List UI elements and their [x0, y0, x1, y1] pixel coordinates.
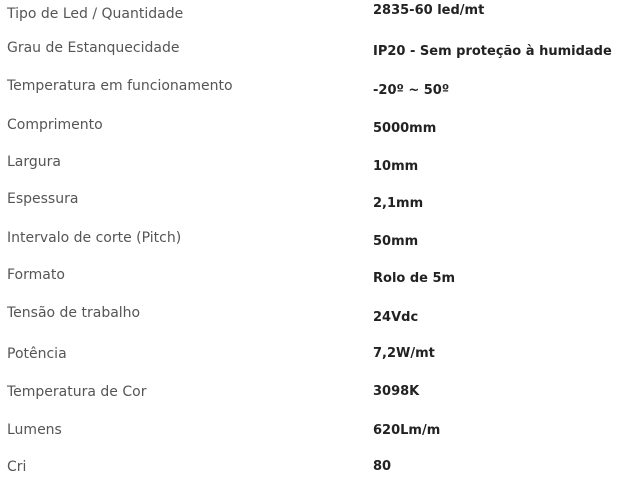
- spec-row: [0, 76, 640, 106]
- spec-row: [0, 383, 640, 413]
- spec-label: Espessura: [7, 191, 79, 207]
- spec-row: [0, 304, 640, 334]
- spec-value: Rolo de 5m: [373, 271, 456, 286]
- spec-label: Cri: [7, 459, 27, 475]
- spec-value: 620Lm/m: [373, 423, 441, 438]
- spec-value: 7,2W/mt: [373, 346, 435, 361]
- spec-row: [0, 228, 640, 258]
- spec-label: Potência: [7, 346, 67, 362]
- spec-value: 50mm: [373, 234, 419, 249]
- spec-row: [0, 114, 640, 144]
- spec-value: 5000mm: [373, 121, 437, 136]
- spec-label: Temperatura de Cor: [7, 384, 147, 400]
- spec-label: Intervalo de corte (Pitch): [7, 230, 182, 246]
- spec-value: IP20 - Sem proteção à humidade: [373, 44, 612, 59]
- spec-value: 24Vdc: [373, 310, 419, 325]
- spec-row: [0, 345, 640, 375]
- spec-label: Comprimento: [7, 117, 103, 133]
- spec-label: Largura: [7, 154, 61, 170]
- spec-row: [0, 0, 640, 30]
- spec-value: 3098K: [373, 384, 420, 399]
- spec-label: Temperatura em funcionamento: [7, 78, 233, 94]
- spec-label: Formato: [7, 267, 65, 283]
- spec-label: Tipo de Led / Quantidade: [7, 6, 184, 22]
- spec-row: [0, 38, 640, 68]
- spec-row: [0, 266, 640, 296]
- spec-row: [0, 152, 640, 182]
- spec-label: Tensão de trabalho: [7, 305, 141, 321]
- spec-row: [0, 457, 640, 487]
- spec-value: -20º ~ 50º: [373, 83, 450, 98]
- spec-row: [0, 190, 640, 220]
- spec-row: [0, 421, 640, 451]
- spec-label: Lumens: [7, 422, 62, 438]
- spec-value: 2835-60 led/mt: [373, 3, 485, 18]
- spec-value: 10mm: [373, 159, 419, 174]
- spec-value: 80: [373, 459, 392, 474]
- spec-label: Grau de Estanquecidade: [7, 40, 180, 56]
- spec-value: 2,1mm: [373, 196, 424, 211]
